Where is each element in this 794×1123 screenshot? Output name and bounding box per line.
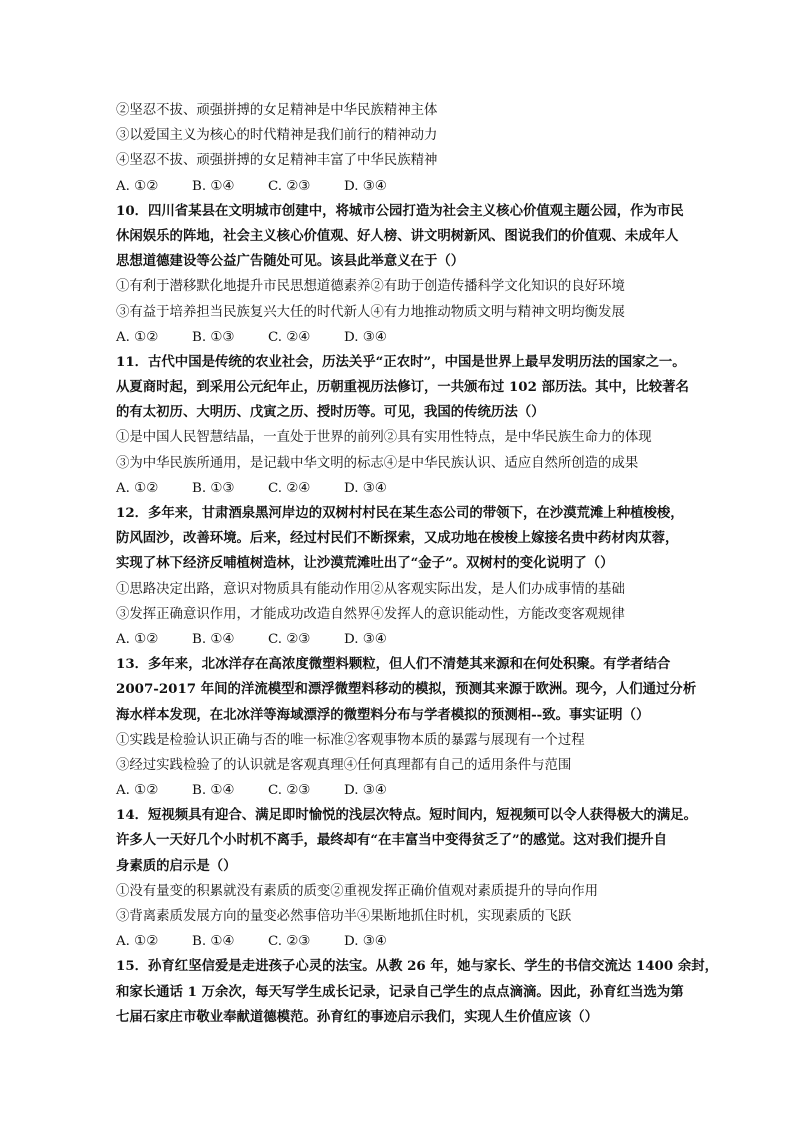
question-stem: 10．四川省某县在文明城市创建中，将城市公园打造为社会主义核心价值观主题公园，作为市民 (116, 202, 684, 219)
choice-c: C. ②④ (268, 329, 311, 345)
choice-b: B. ①④ (192, 783, 235, 799)
choice-d: D. ③④ (344, 480, 387, 496)
choice-a: A. ①② (116, 631, 159, 647)
choice-c: C. ②④ (268, 480, 311, 496)
option-line: ①是中国人民智慧结晶，一直处于世界的前列②具有实用性特点，是中华民族生命力的体现 (116, 430, 652, 446)
question-stem: 身素质的启示是（） (116, 857, 237, 874)
choice-b: B. ①④ (192, 178, 235, 194)
question-stem: 休闲娱乐的阵地，社会主义核心价值观、好人榜、讲文明树新风、图说我们的价值观、未成年人 (116, 227, 679, 244)
choice-c: C. ②③ (268, 631, 311, 647)
question-stem: 和家长通话 1 万余次，每天写学生成长记录，记录自己学生的点点滴滴。因此，孙育红当选为第 (116, 983, 684, 1000)
question-stem: 七届石家庄市敬业奉献道德模范。孙育红的事迹启示我们，实现人生价值应该（） (116, 1008, 599, 1025)
question-stem: 12．多年来，甘肃酒泉黑河岸边的双树村村民在某生态公司的带领下，在沙漠荒滩上种植梭梭， (116, 505, 684, 521)
question-stem: 思想道德建设等公益广告随处可见。该县此举意义在于（） (116, 253, 465, 270)
choice-c: C. ②③ (268, 783, 311, 799)
answer-choices (116, 778, 706, 803)
question-stem: 从夏商时起，到采用公元纪年止，历朝重视历法修订，一共颁布过 102 部历法。其中，比较著名 (116, 379, 689, 396)
question-15 (116, 954, 719, 1030)
question-14 (116, 803, 706, 954)
option-line: ①没有量变的积累就没有素质的质变②重视发挥正确价值观对素质提升的导向作用 (116, 883, 599, 899)
question-13 (116, 652, 706, 803)
question-stem: 实现了林下经济反哺植树造林，让沙漠荒滩吐出了“金子”。双树村的变化说明了（） (116, 555, 614, 572)
option-line: ③发挥正确意识作用，才能成功改造自然界④发挥人的意识能动性，方能改变客观规律 (116, 606, 625, 622)
answer-choices (116, 627, 706, 652)
option-line: ③背离素质发展方向的量变必然事倍功半④果断地抓住时机，实现素质的飞跃 (116, 909, 572, 924)
question-stem: 防风固沙，改善环境。后来，经过村民们不断探索，又成功地在梭梭上嫁接名贵中药材肉苁蓉， (116, 530, 679, 547)
question-stem: 11．古代中国是传统的农业社会，历法关乎“正农时”，中国是世界上最早发明历法的国家之一。 (116, 353, 686, 370)
option-line: ③经过实践检验了的认识就是客观真理④任何真理都有自己的适用条件与范围 (116, 757, 572, 773)
option-line: ③有益于培养担当民族复兴大任的时代新人④有力地推动物质文明与精神文明均衡发展 (116, 304, 625, 320)
question-11 (116, 350, 706, 501)
top-options (116, 98, 706, 199)
question-stem: 2007-2017 年间的洋流模型和漂浮微塑料移动的模拟，预测其来源于欧洲。现今，人们通过分析 (116, 681, 697, 698)
choice-b: B. ①③ (192, 329, 235, 345)
choice-d: D. ③④ (344, 631, 387, 647)
choice-c: C. ②③ (268, 934, 311, 950)
question-stem: 许多人一天好几个小时机不离手，最终却有“在丰富当中变得贫乏了”的感觉。这对我们提升自 (116, 832, 668, 849)
choice-a: A. ①② (116, 783, 159, 799)
question-stem: 15．孙育红坚信爱是走进孩子心灵的法宝。从教 26 年，她与家长、学生的书信交流达 1400 余封， (116, 958, 719, 975)
choice-b: B. ①④ (192, 934, 235, 950)
question-stem: 14．短视频具有迎合、满足即时愉悦的浅层次特点。短时间内，短视频可以令人获得极大的满足。 (116, 807, 698, 824)
exam-page (116, 98, 719, 1030)
choice-a: A. ①② (116, 329, 159, 345)
option-line: ④坚忍不拔、顽强拼搏的女足精神丰富了中华民族精神 (116, 153, 438, 169)
choice-b: B. ①③ (192, 480, 235, 496)
answer-choices (116, 476, 706, 501)
option-line: ①思路决定出路，意识对物质具有能动作用②从客观实际出发，是人们办成事情的基础 (116, 581, 625, 597)
question-stem: 海水样本发现，在北冰洋等海域漂浮的微塑料分布与学者模拟的预测相--致。事实证明（） (116, 706, 650, 723)
question-12 (116, 501, 706, 652)
question-stem: 的有太初历、大明历、戊寅之历、授时历等。可见，我国的传统历法（） (116, 404, 545, 421)
option-line: ①有利于潜移默化地提升市民思想道德素养②有助于创造传播科学文化知识的良好环境 (116, 279, 625, 295)
option-line: ③为中华民族所通用，是记载中华文明的标志④是中华民族认识、适应自然所创造的成果 (116, 455, 639, 471)
choice-d: D. ③④ (344, 783, 387, 799)
choice-b: B. ①④ (192, 631, 235, 647)
answer-choices (116, 929, 706, 954)
choice-a: A. ①② (116, 178, 159, 194)
choice-d: D. ③④ (344, 934, 387, 950)
choice-a: A. ①② (116, 480, 159, 496)
question-stem: 13．多年来，北冰洋存在高浓度微塑料颗粒，但人们不清楚其来源和在何处积聚。有学者结合 (116, 656, 671, 673)
answer-choices (116, 325, 706, 350)
option-line: ②坚忍不拔、顽强拼搏的女足精神是中华民族精神主体 (116, 103, 438, 118)
option-line: ③以爱国主义为核心的时代精神是我们前行的精神动力 (116, 128, 438, 144)
question-10 (116, 199, 706, 350)
choice-a: A. ①② (116, 934, 159, 950)
answer-choices (116, 174, 706, 199)
option-line: ①实践是检验认识正确与否的唯一标准②客观事物本质的暴露与展现有一个过程 (116, 732, 585, 748)
choice-c: C. ②③ (268, 178, 311, 194)
choice-d: D. ③④ (344, 329, 387, 345)
choice-d: D. ③④ (344, 178, 387, 194)
